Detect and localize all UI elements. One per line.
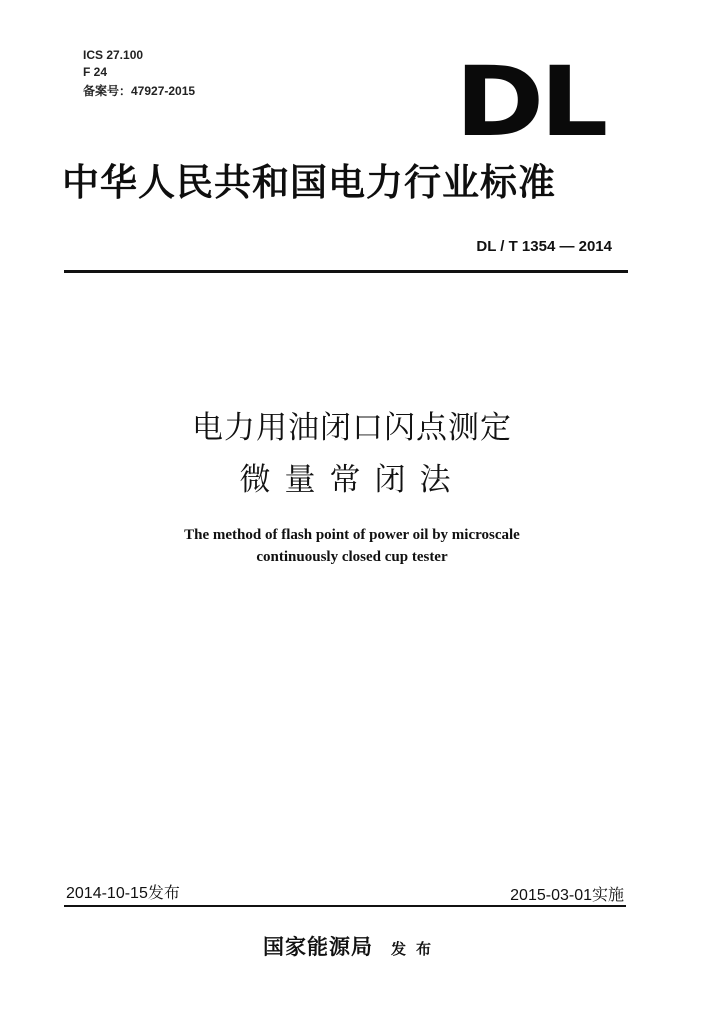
standard-category-title: 中华人民共和国电力行业标准 <box>62 160 556 204</box>
publisher-name: 国家能源局 <box>262 934 373 959</box>
publisher-action: 发布 <box>390 940 441 958</box>
english-title <box>0 524 704 568</box>
chinese-title-line-2: 微量常闭法 <box>239 462 465 497</box>
classification-code: F 24 <box>83 65 108 79</box>
ics-code: ICS 27.100 <box>83 48 144 62</box>
english-title-line-2: continuously closed cup tester <box>256 549 448 565</box>
standard-number: DL / T 1354 — 2014 <box>476 238 612 255</box>
chinese-title-line-1: 电力用油闭口闪点测定 <box>192 410 512 445</box>
issue-date: 2014-10-15发布 <box>66 885 180 902</box>
dl-logo: DL <box>455 46 604 158</box>
filing-number: 备案号：47927-2015 <box>83 84 196 98</box>
english-title-line-1: The method of flash point of power oil by microscale <box>184 527 520 543</box>
top-divider <box>64 270 628 273</box>
implementation-date: 2015-03-01实施 <box>510 887 624 904</box>
bottom-divider <box>64 905 626 907</box>
publisher-line <box>0 932 704 964</box>
